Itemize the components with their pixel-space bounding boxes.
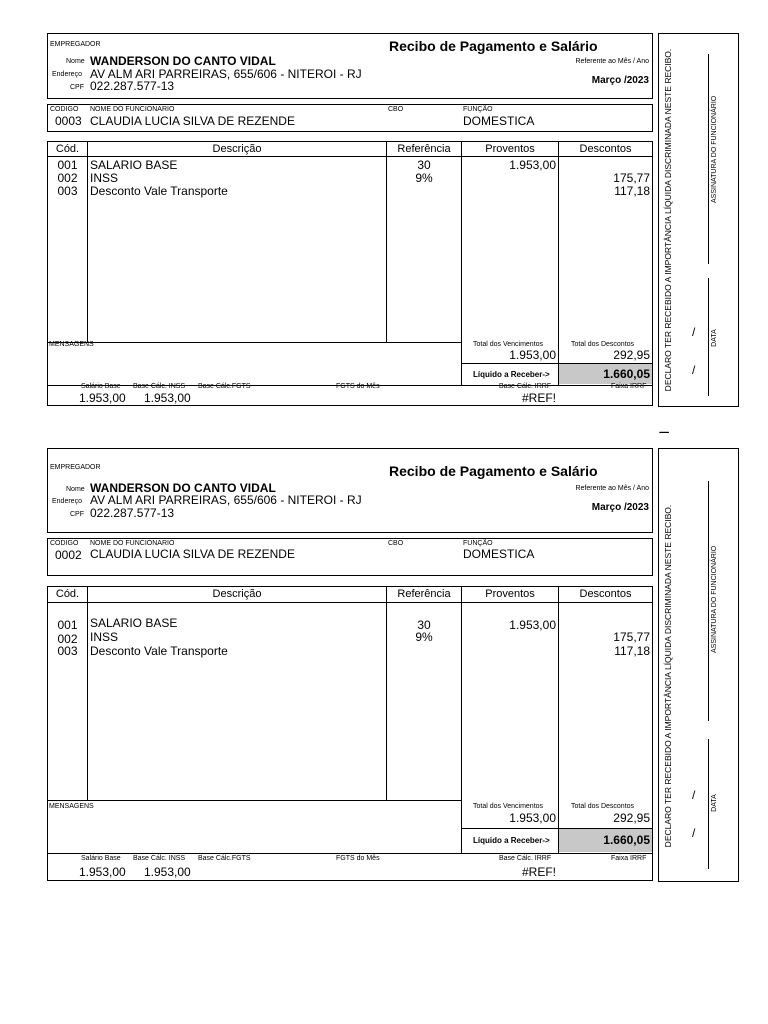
salary-base-label: Salário Base	[81, 383, 121, 390]
table-row: 001 SALARIO BASE 30 1.953,00	[57, 616, 556, 632]
employer-label: EMPREGADOR	[50, 464, 101, 471]
col-cod: Cód.	[55, 143, 80, 155]
messages-label: MENSAGENS	[49, 803, 94, 810]
code-label: CODIGO	[50, 106, 79, 113]
name-label: Nome	[66, 486, 85, 493]
function-value: DOMESTICA	[463, 547, 535, 561]
table-row: 002 INSS 9% 175,77	[57, 630, 650, 646]
items-table	[47, 586, 653, 881]
date-label: DATA	[711, 794, 718, 812]
inss-base-label: Base Cálc. INSS	[133, 855, 186, 862]
employee-name-label: NOME DO FUNCIONARIO	[90, 540, 175, 547]
function-value: DOMESTICA	[463, 114, 535, 128]
cpf-label: CPF	[70, 84, 84, 91]
date-slash: /	[692, 788, 696, 802]
employer-name: WANDERSON DO CANTO VIDAL	[90, 481, 276, 495]
employer-address: AV ALM ARI PARREIRAS, 655/606 - NITEROI - RJ	[90, 67, 362, 81]
total-vencimentos: 1.953,00	[509, 811, 556, 825]
fgts-month-label: FGTS do Mês	[336, 383, 380, 390]
cbo-label: CBO	[388, 540, 404, 547]
irrf-band-label: Faixa IRRF	[611, 855, 647, 862]
table-row: 003 Desconto Vale Transporte 117,18	[57, 184, 650, 198]
inss-base: 1.953,00	[144, 391, 191, 405]
irrf-band-label: Faixa IRRF	[611, 383, 647, 390]
name-label: Nome	[66, 58, 85, 65]
inss-base: 1.953,00	[144, 865, 191, 879]
receipt-title: Recibo de Pagamento e Salário	[389, 38, 598, 54]
table-row: 001 SALARIO BASE 30 1.953,00	[57, 158, 556, 172]
total-descontos: 292,95	[613, 811, 650, 825]
period: Março /2023	[591, 502, 649, 513]
date-label: DATA	[711, 329, 718, 347]
date-slash: /	[692, 325, 696, 339]
employee-name: CLAUDIA LUCIA SILVA DE REZENDE	[90, 114, 295, 128]
irrf-base-label: Base Cálc. IRRF	[499, 855, 552, 862]
irrf-base: #REF!	[521, 391, 556, 405]
col-proventos: Proventos	[485, 143, 535, 155]
reference-label: Referente ao Mês / Ano	[575, 58, 649, 65]
employer-cpf: 022.287.577-13	[90, 79, 175, 93]
table-row: 002 INSS 9% 175,77	[57, 171, 650, 185]
employee-code: 0002	[55, 548, 82, 562]
col-cod: Cód.	[55, 588, 80, 600]
total-descontos-label: Total dos Descontos	[571, 803, 635, 810]
signature-label: ASSINATURA DO FUNCIONÁRIO	[711, 545, 718, 653]
address-label: Endereço	[52, 71, 82, 78]
employee-name: CLAUDIA LUCIA SILVA DE REZENDE	[90, 547, 295, 561]
total-vencimentos-label: Total dos Vencimentos	[473, 341, 544, 348]
total-descontos-label: Total dos Descontos	[571, 341, 635, 348]
period: Março /2023	[591, 75, 649, 86]
col-descontos: Descontos	[579, 588, 632, 600]
address-label: Endereço	[52, 498, 82, 505]
col-descricao: Descrição	[212, 588, 262, 600]
fgts-base-label: Base Cálc.FGTS	[198, 855, 251, 862]
employer-box	[47, 448, 653, 533]
receipt-title: Recibo de Pagamento e Salário	[389, 463, 598, 479]
declaration-text: DECLARO TER RECEBIDO A IMPORTÂNCIA LÍQUIDA DISCRIMINADA NESTE RECIBO.	[663, 504, 673, 848]
salary-base-label: Salário Base	[81, 855, 121, 862]
function-label: FUNÇÃO	[463, 540, 493, 547]
code-label: CODIGO	[50, 540, 79, 547]
inss-base-label: Base Cálc. INSS	[133, 383, 186, 390]
salary-base: 1.953,00	[79, 391, 126, 405]
messages-label: MENSAGENS	[49, 341, 94, 348]
employee-name-label: NOME DO FUNCIONARIO	[90, 106, 175, 113]
date-slash: /	[692, 363, 696, 377]
function-label: FUNÇÃO	[463, 106, 493, 113]
col-referencia: Referência	[397, 588, 451, 600]
fgts-month-label: FGTS do Mês	[336, 855, 380, 862]
total-vencimentos-label: Total dos Vencimentos	[473, 803, 544, 810]
col-descontos: Descontos	[579, 143, 632, 155]
salary-base: 1.953,00	[79, 865, 126, 879]
employee-code: 0003	[55, 114, 82, 128]
cpf-label: CPF	[70, 511, 84, 518]
col-descricao: Descrição	[212, 143, 262, 155]
date-slash: /	[692, 826, 696, 840]
signature-label: ASSINATURA DO FUNCIONÁRIO	[711, 95, 718, 203]
reference-label: Referente ao Mês / Ano	[575, 485, 649, 492]
cut-separator: ----	[659, 427, 669, 438]
signature-strip	[658, 448, 739, 882]
net-pay-label: Líquido a Receber->	[473, 370, 550, 379]
total-vencimentos: 1.953,00	[509, 348, 556, 362]
employee-box	[47, 538, 653, 576]
employer-address: AV ALM ARI PARREIRAS, 655/606 - NITEROI - RJ	[90, 493, 362, 507]
employer-name: WANDERSON DO CANTO VIDAL	[90, 54, 276, 68]
net-pay: 1.660,05	[603, 367, 650, 381]
declaration-text: DECLARO TER RECEBIDO A IMPORTÂNCIA LÍQUIDA DISCRIMINADA NESTE RECIBO.	[663, 48, 673, 392]
total-descontos: 292,95	[613, 348, 650, 362]
net-pay-label: Líquido a Receber->	[473, 836, 550, 845]
irrf-base: #REF!	[521, 865, 556, 879]
fgts-base-label: Base Cálc.FGTS	[198, 383, 251, 390]
irrf-base-label: Base Cálc. IRRF	[499, 383, 552, 390]
net-pay: 1.660,05	[603, 833, 650, 847]
employer-cpf: 022.287.577-13	[90, 506, 175, 520]
col-proventos: Proventos	[485, 588, 535, 600]
table-row: 003 Desconto Vale Transporte 117,18	[57, 644, 650, 658]
cbo-label: CBO	[388, 106, 404, 113]
employer-label: EMPREGADOR	[50, 41, 101, 48]
col-referencia: Referência	[397, 143, 451, 155]
